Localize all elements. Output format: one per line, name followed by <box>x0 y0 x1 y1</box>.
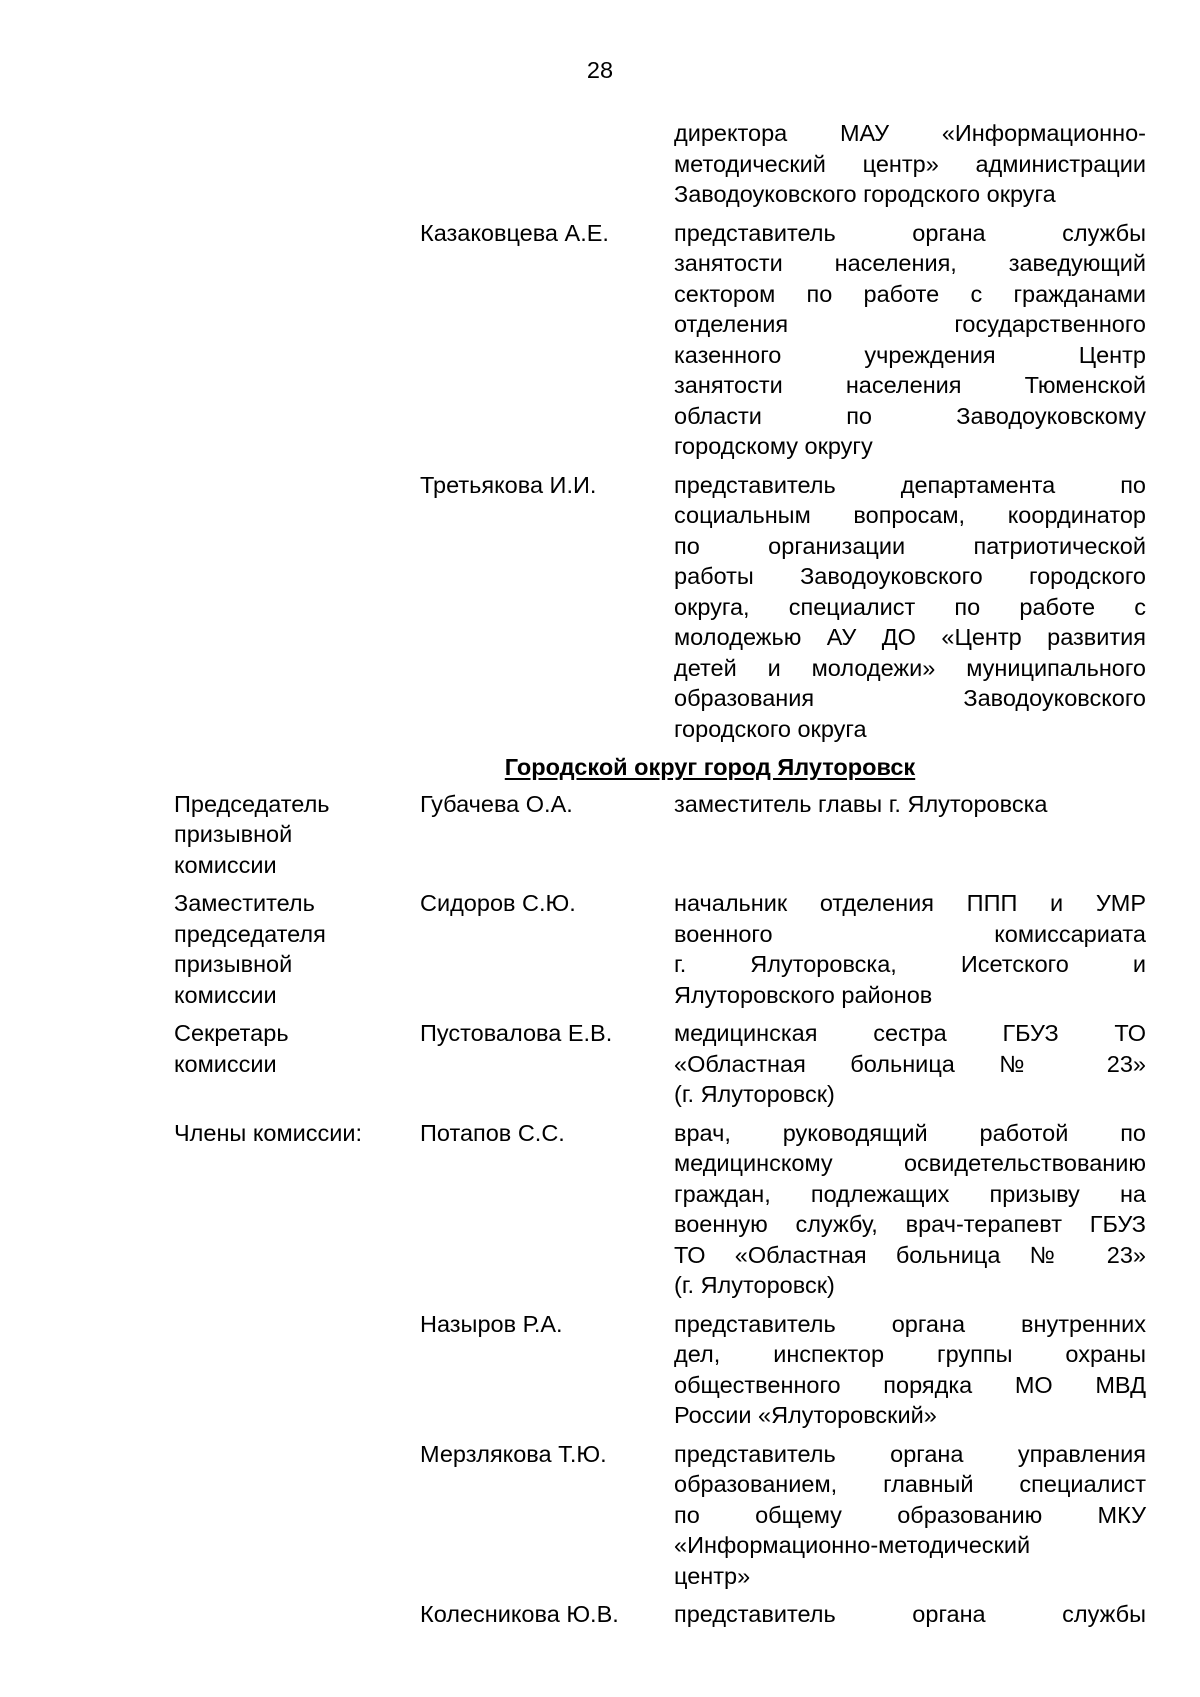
page-number: 28 <box>586 57 614 83</box>
section-entries <box>174 789 1146 1630</box>
member-name: Колесникова Ю.В. <box>420 1601 619 1627</box>
member-description-line: образованием, главный специалист <box>674 1471 1146 1497</box>
member-row <box>174 1018 1146 1110</box>
member-role <box>174 888 420 1010</box>
member-description-line: по организации патриотической <box>674 532 1146 559</box>
member-description-line: Заводоуковского городского округа <box>674 181 1056 207</box>
member-name: Пустовалова Е.В. <box>420 1020 613 1046</box>
member-description <box>674 1118 1146 1301</box>
member-description <box>674 1309 1146 1431</box>
member-description-line: заместитель главы г. Ялуторовска <box>674 790 1048 817</box>
member-description-line: отделения государственного <box>674 311 1146 337</box>
member-role <box>174 470 420 745</box>
member-name: Потапов С.С. <box>420 1119 565 1146</box>
member-row <box>174 1118 1146 1301</box>
section-title: Городской округ город Ялуторовск <box>504 754 916 780</box>
member-description-line: (г. Ялуторовск) <box>674 1272 835 1298</box>
member-row <box>174 789 1146 881</box>
member-role <box>174 1309 420 1431</box>
member-row <box>174 1309 1146 1431</box>
member-description-line: военного комиссариата <box>674 920 1146 947</box>
member-description-line: городскому округу <box>674 433 873 459</box>
member-description-line: области по Заводоуковскому <box>674 402 1146 429</box>
member-description-line: г. Ялуторовска, Исетского и <box>674 951 1146 977</box>
member-role <box>174 1439 420 1592</box>
member-row <box>174 888 1146 1010</box>
member-role <box>174 218 420 462</box>
member-description-line: граждан, подлежащих призыву на <box>674 1180 1146 1207</box>
member-description-line: (г. Ялуторовск) <box>674 1081 835 1107</box>
member-description <box>674 789 1146 881</box>
member-description-line: представитель органа управления <box>674 1440 1146 1467</box>
member-description-line: военную службу, врач-терапевт ГБУЗ <box>674 1211 1146 1237</box>
member-row <box>174 1439 1146 1592</box>
member-description-line: России «Ялуторовский» <box>674 1402 937 1428</box>
member-description-line: представитель департамента по <box>674 471 1146 498</box>
member-description-line: представитель органа службы <box>674 1601 1146 1627</box>
member-role-line: комиссии <box>174 981 277 1008</box>
member-description-line: занятости населения, заведующий <box>674 250 1146 276</box>
member-description-line: молодежью АУ ДО «Центр развития <box>674 624 1146 650</box>
member-description-line: социальным вопросам, координатор <box>674 502 1146 528</box>
member-description-line: «Информационно-методический <box>674 1532 1031 1558</box>
commission-list <box>174 118 1146 1638</box>
member-name <box>420 118 674 210</box>
member-description-line: городского округа <box>674 715 867 742</box>
member-row <box>174 218 1146 462</box>
member-name: Сидоров С.Ю. <box>420 890 576 916</box>
member-description <box>674 1018 1146 1110</box>
member-description-line: образования Заводоуковского <box>674 685 1146 711</box>
member-name: Назыров Р.А. <box>420 1310 563 1337</box>
member-name: Третьякова И.И. <box>420 471 597 498</box>
member-description <box>674 470 1146 745</box>
member-description-line: сектором по работе с гражданами <box>674 280 1146 307</box>
member-description <box>674 118 1146 210</box>
member-role-line: Члены комиссии: <box>174 1119 363 1146</box>
member-role-line: Секретарь <box>174 1020 289 1046</box>
member-description-line: ТО «Областная больница № 23» <box>674 1241 1146 1268</box>
member-role-line: комиссии <box>174 1050 277 1077</box>
member-description <box>674 1599 1146 1630</box>
member-role <box>174 789 420 881</box>
member-row <box>174 1599 1146 1630</box>
member-name: Губачева О.А. <box>420 790 573 817</box>
member-description-line: «Областная больница № 23» <box>674 1050 1146 1077</box>
member-description-line: детей и молодежи» муниципального <box>674 654 1146 681</box>
member-role-line: комиссии <box>174 851 277 878</box>
member-description <box>674 218 1146 462</box>
member-role-line: Председатель <box>174 790 330 817</box>
member-description-line: представитель органа внутренних <box>674 1310 1146 1337</box>
member-role-line: председателя <box>174 920 326 947</box>
member-row <box>174 118 1146 210</box>
member-description-line: общественного порядка МО МВД <box>674 1371 1146 1398</box>
member-name: Казаковцева А.Е. <box>420 219 609 246</box>
member-role-line: призывной <box>174 951 293 977</box>
member-description-line: дел, инспектор группы охраны <box>674 1341 1146 1367</box>
member-role <box>174 1599 420 1630</box>
member-description-line: методический центр» администрации <box>674 150 1146 177</box>
member-description-line: медицинскому освидетельствованию <box>674 1150 1146 1176</box>
member-role <box>174 1018 420 1110</box>
member-name: Мерзлякова Т.Ю. <box>420 1440 607 1467</box>
member-description-line: центр» <box>674 1562 751 1589</box>
member-description-line: по общему образованию МКУ <box>674 1501 1146 1528</box>
member-role-line: Заместитель <box>174 890 315 916</box>
member-description-line: представитель органа службы <box>674 219 1146 246</box>
member-description-line: округа, специалист по работе с <box>674 593 1146 620</box>
member-description <box>674 1439 1146 1592</box>
member-description-line: врач, руководящий работой по <box>674 1119 1146 1146</box>
member-description-line: Ялуторовского районов <box>674 981 933 1008</box>
member-description-line: казенного учреждения Центр <box>674 341 1146 368</box>
member-description-line: занятости населения Тюменской <box>674 372 1146 398</box>
member-row <box>174 470 1146 745</box>
member-role <box>174 118 420 210</box>
member-description-line: директора МАУ «Информационно- <box>674 120 1146 146</box>
member-role <box>174 1118 420 1301</box>
member-description <box>674 888 1146 1010</box>
top-entries <box>174 118 1146 744</box>
member-description-line: начальник отделения ППП и УМР <box>674 890 1146 916</box>
member-role-line: призывной <box>174 821 293 847</box>
member-description-line: работы Заводоуковского городского <box>674 563 1146 589</box>
member-description-line: медицинская сестра ГБУЗ ТО <box>674 1020 1146 1046</box>
